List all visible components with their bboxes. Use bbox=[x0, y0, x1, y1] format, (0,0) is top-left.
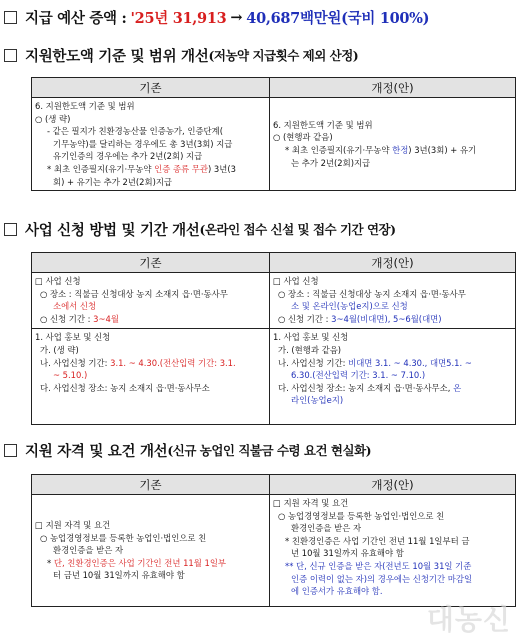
text-line: * 친환경인증은 사업 기간인 전년 11월 1일부터 금 bbox=[285, 535, 470, 546]
highlight-text: 에 인증서가 유효해야 함. bbox=[291, 586, 383, 597]
highlight-text: 인증 종류 무관 bbox=[154, 163, 208, 174]
text-line: 가. (생 략) bbox=[40, 344, 79, 355]
text-line: ○ (생 략) bbox=[35, 113, 71, 124]
text-run: * 최초 인증필지(유기·무농약 bbox=[47, 163, 155, 174]
text-line bbox=[35, 357, 266, 370]
text-line: □ 사업 신청 bbox=[273, 276, 319, 286]
budget-arrow: → bbox=[230, 8, 243, 26]
text-line bbox=[273, 313, 512, 326]
text-line: 가. (현행과 같음) bbox=[278, 344, 342, 355]
section-3-after-cell bbox=[270, 495, 516, 607]
highlight-text: ** 단, 신규 인증을 받은 자(전년도 10월 31일 기준 bbox=[285, 560, 472, 571]
text-line: 는 추가 2년(2회)지급 bbox=[291, 157, 371, 168]
text-line bbox=[273, 382, 512, 395]
text-line: □ 지원 자격 및 요건 bbox=[273, 498, 349, 508]
highlight-text: 단, 친환경인증은 사업 기간인 전년 11월 1일부 bbox=[53, 557, 227, 568]
text-line: 1. 사업 홍보 및 신청 bbox=[273, 332, 349, 343]
section-2-before-cell bbox=[32, 273, 270, 425]
section-3-heading bbox=[4, 439, 371, 461]
text-line: 년 10월 31일까지 유효해야 함 bbox=[291, 548, 404, 559]
checkbox-square-icon bbox=[4, 11, 17, 24]
text-line: 환경인증을 받은 자 bbox=[53, 545, 124, 556]
text-line: ○ (현행과 같음) bbox=[273, 132, 333, 143]
budget-label: 지급 예산 증액 : bbox=[25, 9, 127, 27]
column-header-before: 기존 bbox=[32, 475, 270, 495]
text-line bbox=[273, 357, 512, 370]
section-1-heading bbox=[4, 44, 358, 66]
highlight-text: 한정 bbox=[392, 145, 409, 156]
text-line: ○ 농업경영정보를 등록한 농업인·법인으로 친 bbox=[40, 532, 207, 543]
checkbox-square-icon bbox=[4, 223, 17, 236]
budget-new-value: 40,687백만원(국비 100%) bbox=[246, 9, 430, 27]
watermark-logo: 대농신 bbox=[426, 603, 511, 636]
text-line: 회) + 유기는 추가 2년(2회)지급 bbox=[53, 176, 173, 187]
section-1-subtitle: (저농약 지급횟수 제외 산정) bbox=[208, 48, 359, 63]
highlight-text: 3~4월 bbox=[93, 313, 119, 324]
text-run: ) 3년(3 bbox=[207, 163, 236, 174]
text-line: □ 지원 자격 및 요건 bbox=[35, 520, 111, 531]
text-line: 다. 사업신청 장소: 농지 소재지 읍·면·동사무소 bbox=[40, 382, 210, 393]
text-line bbox=[35, 163, 266, 176]
section-3-table bbox=[31, 474, 516, 607]
section-1-title: 지원한도액 기준 및 범위 개선 bbox=[25, 47, 209, 65]
text-line bbox=[35, 557, 266, 570]
text-line bbox=[35, 313, 266, 326]
text-run: ○ 신청 기간 : bbox=[40, 313, 94, 324]
text-line: 환경인증을 받은 자 bbox=[291, 523, 362, 534]
text-line: 6. 지원한도액 기준 및 범위 bbox=[273, 119, 373, 130]
highlight-text: 3~4월(비대면), 5~6월(대면) bbox=[331, 313, 442, 324]
column-header-before: 기존 bbox=[32, 253, 270, 273]
column-header-after: 개정(안) bbox=[270, 475, 516, 495]
checkbox-square-icon bbox=[4, 444, 17, 457]
text-line: □ 사업 신청 bbox=[35, 276, 81, 286]
highlight-text: 라인(농업e지) bbox=[291, 395, 344, 406]
highlight-text: 소에서 신청 bbox=[53, 301, 97, 312]
text-run: 나. 사업신청 기간: bbox=[278, 357, 349, 368]
text-line: - 같은 필지가 친환경농산물 인증농가, 인증단계( bbox=[47, 126, 223, 137]
text-run: * 최초 인증필지(유기·무농약 bbox=[285, 145, 393, 156]
text-line: 유기인증의 경우에는 추가 2년(2회) 지급 bbox=[53, 151, 203, 162]
section-2-table bbox=[31, 252, 516, 425]
text-line: 기무농약)를 달리하는 경우에도 총 3년(3회) 지급 bbox=[53, 138, 233, 149]
section-1-after-cell bbox=[270, 98, 516, 191]
section-1-before-cell bbox=[32, 98, 270, 191]
text-line: 6. 지원한도액 기준 및 범위 bbox=[35, 101, 135, 111]
text-line: ○ 농업경영정보를 등록한 농업인·법인으로 친 bbox=[278, 510, 445, 521]
column-header-after: 개정(안) bbox=[270, 78, 516, 98]
budget-old-value: '25년 31,913 bbox=[130, 9, 227, 27]
highlight-text: 비대면 3.1. ~ 4.30., 대면5.1. ~ bbox=[348, 357, 472, 368]
text-line bbox=[273, 144, 512, 157]
highlight-text: 소 및 온라인(농업e지)으로 신청 bbox=[291, 301, 408, 312]
row-divider bbox=[32, 328, 269, 329]
highlight-text: 인증 이력이 없는 자)의 경우에는 신청기간 마감일 bbox=[291, 573, 473, 584]
text-line: 1. 사업 홍보 및 신청 bbox=[35, 332, 111, 343]
text-run: 다. 사업신청 장소: 농지 소재지 읍·면·동사무소, bbox=[278, 382, 454, 393]
section-3-title: 지원 자격 및 요건 개선 bbox=[25, 442, 168, 460]
highlight-text: 3.1. ~ 4.30.(전산입력 기간: 3.1. bbox=[110, 357, 236, 368]
highlight-text: ~ 5.10.) bbox=[53, 370, 88, 381]
column-header-after: 개정(안) bbox=[270, 253, 516, 273]
text-run: 나. 사업신청 기간: bbox=[40, 357, 111, 368]
section-3-subtitle: (신규 농업인 직불금 수령 요건 현실화) bbox=[167, 443, 372, 458]
section-2-title: 사업 신청 방법 및 기간 개선 bbox=[25, 221, 200, 239]
section-2-subtitle: (온라인 접수 신설 및 접수 기간 연장) bbox=[199, 222, 396, 237]
text-run: ) 3년(3회) + 유기 bbox=[408, 145, 477, 156]
section-3-before-cell bbox=[32, 495, 270, 607]
highlight-text: 6.30.(전산입력 기간: 3.1. ~ 7.10.) bbox=[291, 370, 426, 381]
text-run: ○ 신청 기간 : bbox=[278, 313, 332, 324]
column-header-before: 기존 bbox=[32, 78, 270, 98]
text-line: ○ 장소 : 직불금 신청대상 농지 소재지 읍·면·동사무 bbox=[278, 288, 466, 299]
section-1-table bbox=[31, 77, 516, 191]
text-line: 터 금년 10월 31일까지 유효해야 함 bbox=[53, 570, 185, 581]
budget-heading bbox=[4, 6, 429, 28]
row-divider bbox=[270, 328, 515, 329]
text-line: ○ 장소 : 직불금 신청대상 농지 소재지 읍·면·동사무 bbox=[40, 288, 228, 299]
checkbox-square-icon bbox=[4, 49, 17, 62]
highlight-text: 온 bbox=[453, 382, 462, 393]
section-2-after-cell bbox=[270, 273, 516, 425]
text-run: * bbox=[47, 557, 54, 568]
section-2-heading bbox=[4, 218, 396, 240]
